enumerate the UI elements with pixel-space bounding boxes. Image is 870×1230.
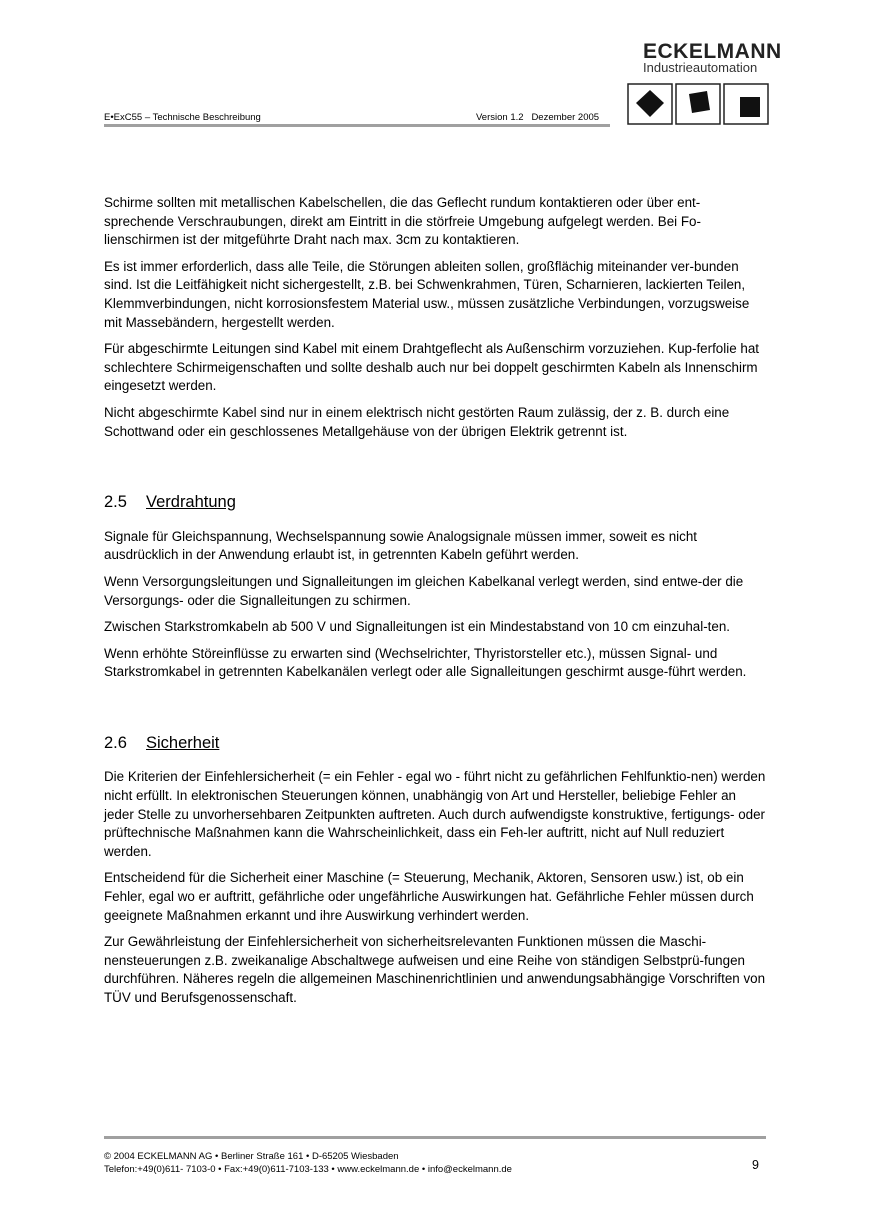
document-version: Version 1.2 Dezember 2005 [476, 112, 600, 123]
company-logo-subtitle: Industrieautomation [643, 60, 758, 75]
section-heading-verdrahtung [104, 493, 766, 512]
page-number: 9 [752, 1158, 759, 1172]
paragraph: Nicht abgeschirmte Kabel sind nur in einem elektrisch nicht gestörten Raum zulässig, der z. B. durch eine Schottwand oder ein geschlossenes Metallgehäuse von der übrigen Elektrik getrennt ist. [104, 404, 730, 439]
page-content [104, 194, 766, 1016]
paragraph: Zur Gewährleistung der Einfehlersicherheit von sicherheitsrelevanten Funktionen müssen die Maschi-nensteuerungen z.B. zweikanalige Abschaltwege aufweisen und eine Reihe von ständigen Selbstprü-fungen durchführen. Näheres regeln die allgemeinen Maschinenrichtlinien und anwendungsabhängige Vorschriften von TÜV und Berufsgenossenschaft. [104, 934, 766, 1005]
footer-divider [104, 1136, 766, 1139]
paragraph: Es ist immer erforderlich, dass alle Teile, die Störungen ableiten sollen, großflächig miteinander ver-bunden sind. Ist die Leitfähigkeit nicht sichergestellt, z.B. bei Schwenkrahmen, Türen, Scharnieren, lackierten Teilen, Klemmverbindungen, nicht korrosionsfestem Material usw., müssen zusätzliche Verbindungen, vorzugsweise mit Massebändern, hergestellt werden. [104, 258, 750, 330]
section-heading-sicherheit [104, 734, 766, 753]
section-number: 2.5 [104, 493, 127, 512]
footer-address: © 2004 ECKELMANN AG • Berliner Straße 161 • D-65205 Wiesbaden [104, 1151, 399, 1162]
section-number: 2.6 [104, 733, 127, 752]
company-logo-icon [627, 83, 769, 125]
paragraph: Signale für Gleichspannung, Wechselspannung sowie Analogsignale müssen immer, soweit es nicht ausdrücklich in der Anwendung erlaubt ist, in getrennten Kabeln geführt werden. [104, 528, 697, 563]
paragraph: Wenn Versorgungsleitungen und Signalleitungen im gleichen Kabelkanal verlegt werden, sind entwe-der die Versorgungs- oder die Signalleitungen zu schirmen. [104, 573, 744, 608]
section-title: Sicherheit [146, 733, 220, 752]
paragraph: Zwischen Starkstromkabeln ab 500 V und Signalleitungen ist ein Mindestabstand von 10 cm einzuhal-ten. [104, 619, 731, 635]
section-title: Verdrahtung [146, 493, 236, 512]
document-title: E•ExC55 – Technische Beschreibung [104, 112, 261, 123]
company-logo-name: ECKELMANN [643, 40, 782, 63]
paragraph: Entscheidend für die Sicherheit einer Maschine (= Steuerung, Mechanik, Aktoren, Sensoren usw.) ist, ob ein Fehler, egal wo er auftritt, gefährliche oder ungefährliche Auswirkungen hat. Gefährliche Fehler müssen durch geeignete Maßnahmen erkannt und ihre Auswirkung verhindert werden. [104, 870, 754, 923]
paragraph: Wenn erhöhte Störeinflüsse zu erwarten sind (Wechselrichter, Thyristorsteller etc.), müssen Signal- und Starkstromkabel in getrennten Kabelkanälen verlegt oder alle Signalleitungen geschirmt ausge-führt werden. [104, 645, 747, 680]
footer-contact: Telefon:+49(0)611- 7103-0 • Fax:+49(0)611-7103-133 • www.eckelmann.de • info@eckelmann.de [104, 1164, 512, 1175]
paragraph: Die Kriterien der Einfehlersicherheit (= ein Fehler - egal wo - führt nicht zu gefährlichen Fehlfunktio-nen) werden nicht erfüllt. In elektronischen Steuerungen können, unabhängig von Art und Hersteller, beliebige Fehler an jeder Stelle zu unvorhersehbaren Zeitpunkten auftreten. Auch durch aufwendigste konstruktive, fertigungs- oder prüftechnische Maßnahmen kann die Wahrscheinlichkeit, dass ein Feh-ler auftritt, nicht auf Null reduziert werden. [104, 769, 766, 859]
header-divider [104, 124, 610, 127]
paragraph: Schirme sollten mit metallischen Kabelschellen, die das Geflecht rundum kontaktieren oder über ent-sprechende Verschraubungen, direkt am Eintritt in die störfreie Umgebung aufgelegt werden. Bei Fo-lienschirmen ist der mitgeführte Draht nach max. 3cm zu kontaktieren. [104, 195, 701, 248]
paragraph: Für abgeschirmte Leitungen sind Kabel mit einem Drahtgeflecht als Außenschirm vorzuziehen. Kup-ferfolie hat schlechtere Schirmeigenschaften und sollte deshalb auch nur bei doppelt geschirmten Kabeln als Innenschirm eingesetzt werden. [104, 341, 759, 394]
